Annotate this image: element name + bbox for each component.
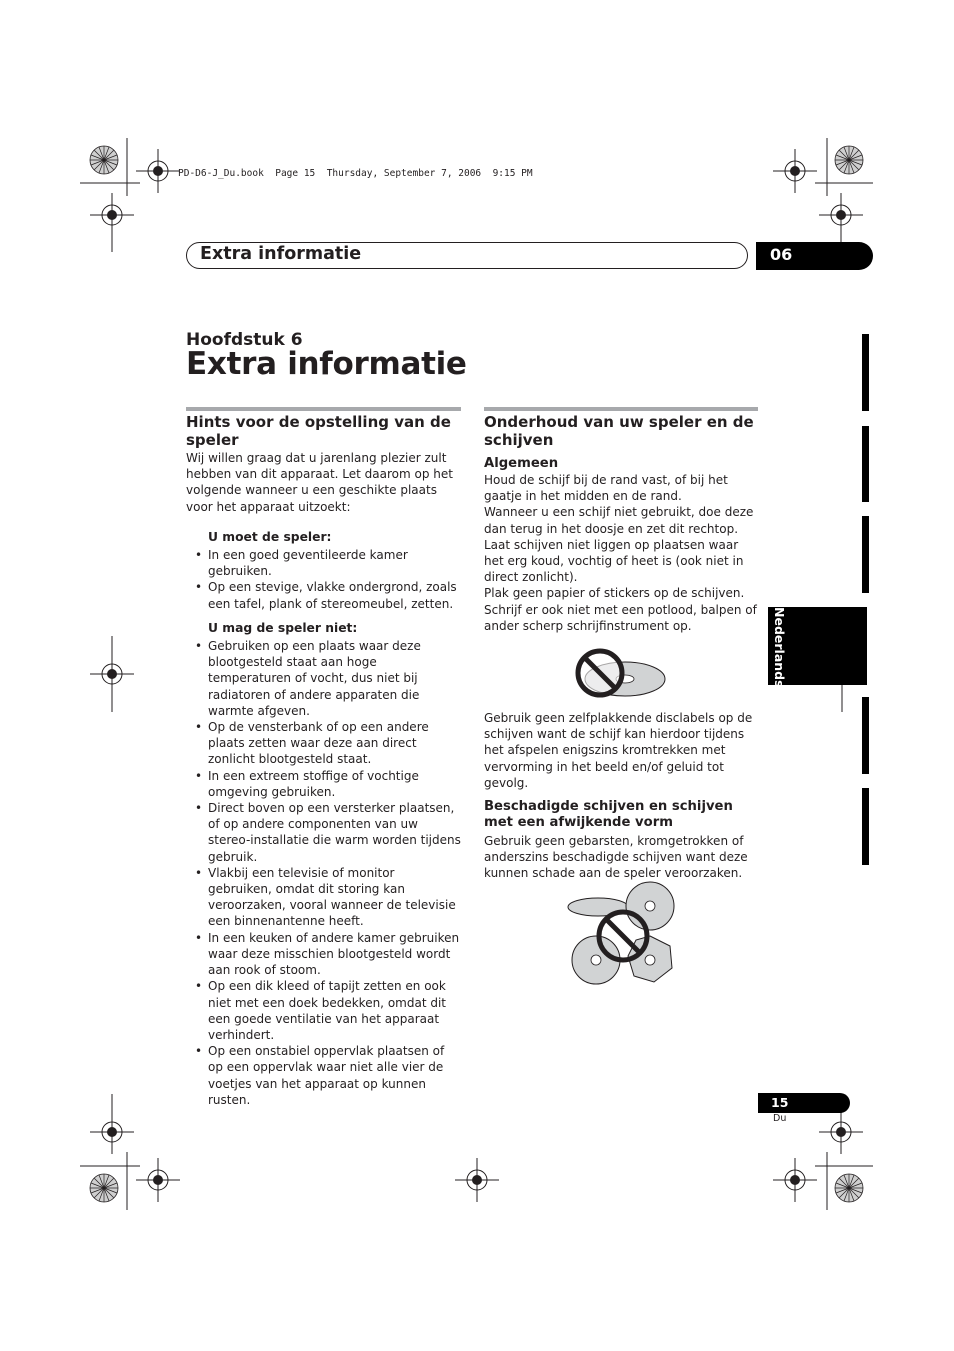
right-column-bottom xyxy=(484,710,760,882)
mustnot-list xyxy=(186,638,462,1108)
damaged-heading: Beschadigde schijven en schijven met een afwijkende vorm xyxy=(484,799,733,831)
list-item: • In een goed geventileerde kamer gebruiken. xyxy=(186,547,462,579)
label-note: Gebruik geen zelfplakkende disclabels op de schijven want de schijf kan hierdoor tijdens het afspelen enigszins kromtrekken met vervorming in het beeld en/of geluid tot gevolg. xyxy=(484,711,753,790)
general-paragraph: Plak geen papier of stickers op de schijven. Schrijf er ook niet met een potlood, balpen of ander scherp schrijfinstrument op. xyxy=(484,586,757,633)
thumb-index-bar xyxy=(862,697,869,774)
mustnot-heading: U mag de speler niet: xyxy=(208,620,358,635)
registration-mark-icon xyxy=(455,1158,499,1202)
general-paragraph: Houd de schijf bij de rand vast, of bij het gaatje in het midden en de rand. xyxy=(484,473,728,504)
damaged-text: Gebruik geen gebarsten, kromgetrokken of anderszins beschadigde schijven want deze kunnen schade aan de speler veroorzaken. xyxy=(484,834,748,881)
registration-mark-icon xyxy=(90,1110,134,1154)
thumb-index-bar xyxy=(862,426,869,502)
list-item: • In een extreem stoffige of vochtige omgeving gebruiken. xyxy=(186,768,462,800)
header-title: Extra informatie xyxy=(200,244,362,264)
registration-mark-icon xyxy=(136,1158,180,1202)
list-item: • Gebruiken op een plaats waar deze blootgesteld staat aan hoge temperaturen of vocht, dus niet bij radiatoren of andere apparaten die warmte afgeven. xyxy=(186,638,462,719)
thumb-index-bar xyxy=(862,788,869,865)
section-rule xyxy=(484,407,758,411)
file-info-line: PD-D6-J_Du.book Page 15 Thursday, September 7, 2006 9:15 PM xyxy=(178,168,533,179)
thumb-index-bar xyxy=(862,334,869,411)
general-heading: Algemeen xyxy=(484,456,559,471)
no-damaged-disc-icon xyxy=(566,880,678,986)
chapter-number-badge: 06 xyxy=(756,242,873,270)
right-column-top xyxy=(484,413,760,634)
page-number: 15 xyxy=(771,1095,789,1110)
left-column xyxy=(186,413,462,1108)
list-item: • Vlakbij een televisie of monitor gebruiken, omdat dit storing kan veroorzaken, vooral wanneer de televisie een binnenantenne heeft. xyxy=(186,865,462,930)
registration-mark-icon xyxy=(136,149,180,193)
section-heading: Hints voor de opstelling van de speler xyxy=(186,413,451,449)
no-sticker-disc-icon xyxy=(570,645,670,705)
general-paragraph: Wanneer u een schijf niet gebruikt, doe deze dan terug in het doosje en zet dit rechtop. Laat schijven niet liggen op plaatsen waar het erg koud, vochtig of heet is (ook niet in direct zonlicht). xyxy=(484,505,754,585)
section-rule xyxy=(186,407,461,411)
registration-mark-icon xyxy=(773,149,817,193)
list-item: • Op een dik kleed of tapijt zetten en ook niet met een doek bedekken, omdat dit een goede ventilatie van het apparaat verhindert. xyxy=(186,978,462,1043)
star-target-icon xyxy=(835,1174,863,1202)
section-heading: Onderhoud van uw speler en de schijven xyxy=(484,413,754,449)
list-item: • Op een stevige, vlakke ondergrond, zoals een tafel, plank of stereomeubel, zetten. xyxy=(186,579,462,611)
intro-paragraph: Wij willen graag dat u jarenlang plezier zult hebben van dit apparaat. Let daarom op het volgende wanneer u een geschikte plaats voor het apparaat uitzoekt: xyxy=(186,451,453,514)
star-target-icon xyxy=(90,1174,118,1202)
registration-mark-icon xyxy=(773,1158,817,1202)
registration-mark-icon xyxy=(819,1110,863,1154)
thumb-index-bar xyxy=(862,516,869,593)
list-item: • Op de vensterbank of op een andere plaats zetten waar deze aan direct zonlicht blootgesteld staat. xyxy=(186,719,462,768)
must-heading: U moet de speler: xyxy=(208,529,332,544)
star-target-icon xyxy=(835,146,863,174)
must-list xyxy=(186,547,462,612)
list-item: • Op een onstabiel oppervlak plaatsen of op een oppervlak waar niet alle vier de voetjes van het apparaat op kunnen rusten. xyxy=(186,1043,462,1108)
language-tab-label: Nederlands xyxy=(772,607,787,688)
list-item: • Direct boven op een versterker plaatsen, of op andere componenten van uw stereo-installatie die warm worden tijdens gebruik. xyxy=(186,800,462,865)
list-item: • In een keuken of andere kamer gebruiken waar deze misschien blootgesteld wordt aan rook of stoom. xyxy=(186,930,462,979)
star-target-icon xyxy=(90,146,118,174)
language-code: Du xyxy=(773,1113,787,1124)
page-title: Extra informatie xyxy=(186,346,467,382)
chapter-label: Hoofdstuk 6 xyxy=(186,330,303,350)
